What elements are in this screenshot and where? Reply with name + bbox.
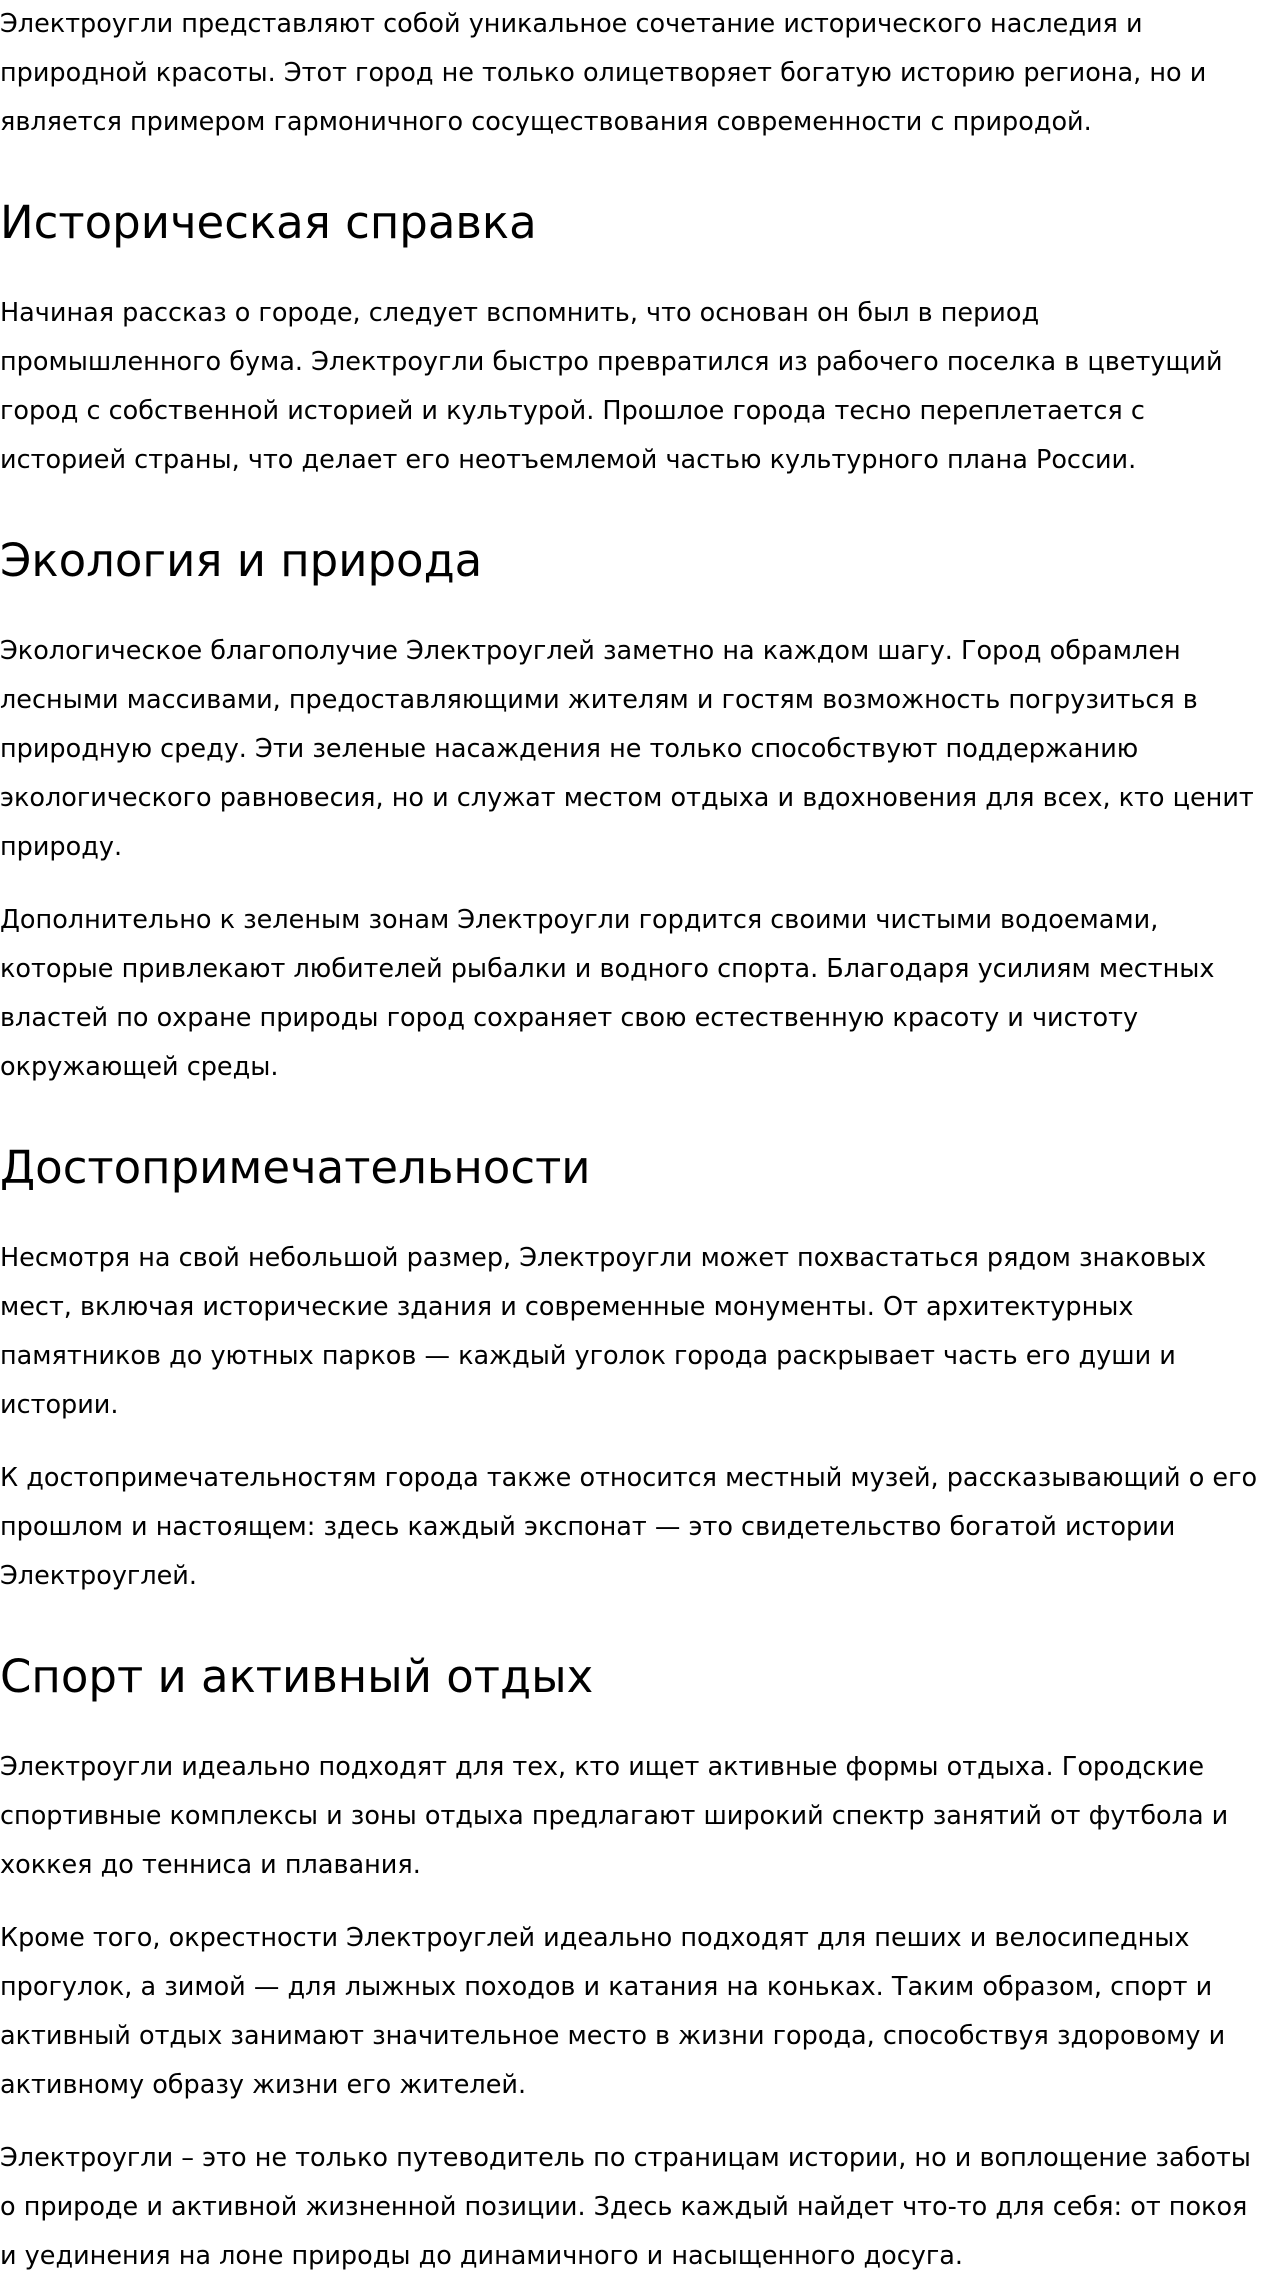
- section-heading-sport: Спорт и активный отдых: [0, 1650, 594, 1703]
- sights-paragraph-2: К достопримечательностям города также относится местный музей, рассказывающий о его прошлом и настоящем: здесь каждый экспонат — это свидетельство богатой истории Электроуглей.: [0, 1463, 1258, 1591]
- ecology-paragraph-2: Дополнительно к зеленым зонам Электроугли гордится своими чистыми водоемами, которые привлекают любителей рыбалки и водного спорта. Благодаря усилиям местных властей по охране природы город сохраняет свою естественную красоту и чистоту окружающей среды.: [0, 905, 1215, 1082]
- sport-paragraph-2: Кроме того, окрестности Электроуглей идеально подходят для пеших и велосипедных прогулок, а зимой — для лыжных походов и катания на коньках. Таким образом, спорт и активный отдых занимают значительное место в жизни города, способствуя здоровому и активному образу жизни его жителей.: [0, 1923, 1226, 2100]
- section-heading-ecology: Экология и природа: [0, 534, 483, 587]
- section-heading-history: Историческая справка: [0, 196, 537, 249]
- conclusion-paragraph: Электроугли – это не только путеводитель по страницам истории, но и воплощение заботы о природе и активной жизненной позиции. Здесь каждый найдет что-то для себя: от покоя и уединения на лоне природы до динамичного и насыщенного досуга.: [0, 2143, 1251, 2271]
- history-paragraph-1: Начиная рассказ о городе, следует вспомнить, что основан он был в период промышленного бума. Электроугли быстро превратился из рабочего поселка в цветущий город с собственной историей и культурой. Прошлое города тесно переплетается с историей страны, что делает его неотъемлемой частью культурного плана России.: [0, 298, 1223, 475]
- section-heading-sights: Достопримечательности: [0, 1141, 591, 1194]
- sport-paragraph-1: Электроугли идеально подходят для тех, кто ищет активные формы отдыха. Городские спортивные комплексы и зоны отдыха предлагают широкий спектр занятий от футбола и хоккея до тенниса и плавания.: [0, 1752, 1229, 1880]
- ecology-paragraph-1: Экологическое благополучие Электроуглей заметно на каждом шагу. Город обрамлен лесными массивами, предоставляющими жителям и гостям возможность погрузиться в природную среду. Эти зеленые насаждения не только способствуют поддержанию экологического равновесия, но и служат местом отдыха и вдохновения для всех, кто ценит природу.: [0, 636, 1254, 862]
- intro-paragraph: Электроугли представляют собой уникальное сочетание исторического наследия и природной красоты. Этот город не только олицетворяет богатую историю региона, но и является примером гармоничного сосуществования современности с природой.: [0, 9, 1207, 137]
- sights-paragraph-1: Несмотря на свой небольшой размер, Электроугли может похвастаться рядом знаковых мест, включая исторические здания и современные монументы. От архитектурных памятников до уютных парков — каждый уголок города раскрывает часть его души и истории.: [0, 1243, 1207, 1420]
